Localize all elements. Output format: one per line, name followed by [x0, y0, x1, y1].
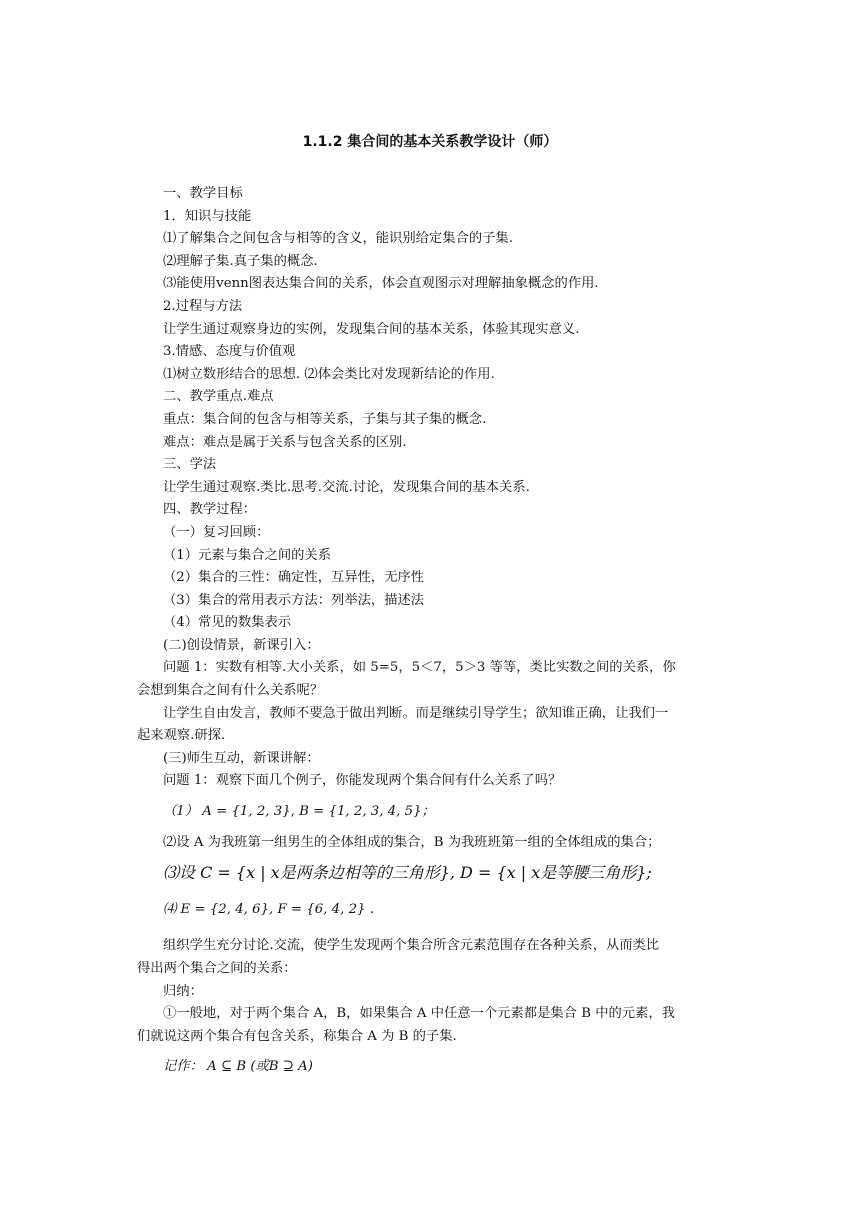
review-item: （3）集合的常用表示方法：列举法，描述法	[163, 592, 425, 608]
heading-method: 三、学法	[163, 457, 217, 473]
question-intro-line2: 会想到集合之间有什么关系呢？	[137, 683, 324, 699]
subsection-intro: (二)创设情景，新课引入：	[163, 637, 320, 653]
subsection-interaction: (三)师生互动，新课讲解：	[163, 750, 320, 766]
objective-item: ⑴了解集合之间包含与相等的含义，能识别给定集合的子集.	[163, 231, 513, 247]
document-body	[137, 183, 733, 1079]
example-3	[163, 862, 733, 885]
definition-line2: 们就说这两个集合有包含关系，称集合 A 为 B 的子集.	[137, 1028, 457, 1044]
subheading-values: 3.情感、态度与价值观	[163, 344, 296, 360]
objective-item: ⑵理解子集.真子集的概念.	[163, 253, 318, 269]
values-text: ⑴树立数形结合的思想. ⑵体会类比对发现新结论的作用.	[163, 366, 495, 382]
definition-line1: ①一般地，对于两个集合 A，B，如果集合 A 中任意一个元素都是集合 B 中的元素，我	[163, 1006, 675, 1022]
subsection-review: （一）复习回顾：	[163, 524, 270, 540]
question-intro-line1: 问题 1：实数有相等.大小关系，如 5=5，5＜7，5＞3 等等，类比实数之间的关系，你	[163, 660, 676, 676]
heading-objectives: 一、教学目标	[163, 186, 243, 201]
key-point-text: 重点：集合间的包含与相等关系，子集与其子集的概念.	[163, 411, 487, 427]
subheading-knowledge: 1．知识与技能	[163, 208, 252, 224]
heading-key-points: 二、教学重点.难点	[163, 389, 274, 405]
subheading-process: 2.过程与方法	[163, 298, 243, 314]
question-observe: 问题 1：观察下面几个例子，你能发现两个集合间有什么关系了吗？	[163, 773, 562, 789]
example-1	[163, 801, 733, 824]
notation-text: 记作： A ⊆ B (或B ⊇ A)	[163, 1059, 313, 1075]
summary-label: 归纳：	[163, 983, 203, 999]
discuss-line2: 得出两个集合之间的关系：	[137, 961, 297, 976]
heading-process: 四、教学过程：	[163, 502, 257, 518]
student-talk-line2: 起来观察.研探.	[137, 728, 226, 744]
review-item: （4）常见的数集表示	[163, 615, 292, 631]
discuss-line1: 组织学生充分讨论.交流，使学生发现两个集合所含元素范围存在各种关系，从而类比	[163, 938, 660, 954]
example-4	[163, 899, 733, 922]
review-item: （1）元素与集合之间的关系	[163, 547, 332, 563]
notation	[163, 1056, 733, 1079]
document-title: 1.1.2 集合间的基本关系教学设计（师）	[302, 134, 558, 150]
student-talk-line1: 让学生自由发言，教师不要急于做出判断。而是继续引导学生；欲知谁正确，让我们一	[163, 705, 669, 721]
objective-item: ⑶能使用venn图表达集合间的关系，体会直观图示对理解抽象概念的作用.	[163, 276, 599, 292]
example-3-text: ⑶设 C = {x | x是两条边相等的三角形}, D = {x | x是等腰三角形};	[163, 863, 652, 883]
method-text: 让学生通过观察.类比.思考.交流.讨论，发现集合间的基本关系.	[163, 479, 530, 495]
review-item: （2）集合的三性：确定性，互异性，无序性	[163, 570, 425, 586]
example-2: ⑵设 A 为我班第一组男生的全体组成的集合，B 为我班班第一组的全体组成的集合；	[163, 834, 661, 850]
process-text: 让学生通过观察身边的实例，发现集合间的基本关系，体验其现实意义.	[163, 321, 580, 337]
example-4-text: ⑷ E = {2, 4, 6}, F = {6, 4, 2} .	[163, 901, 374, 917]
difficulty-text: 难点：难点是属于关系与包含关系的区别.	[163, 434, 407, 450]
example-1-text: （1） A = {1, 2, 3}, B = {1, 2, 3, 4, 5}；	[163, 804, 435, 820]
